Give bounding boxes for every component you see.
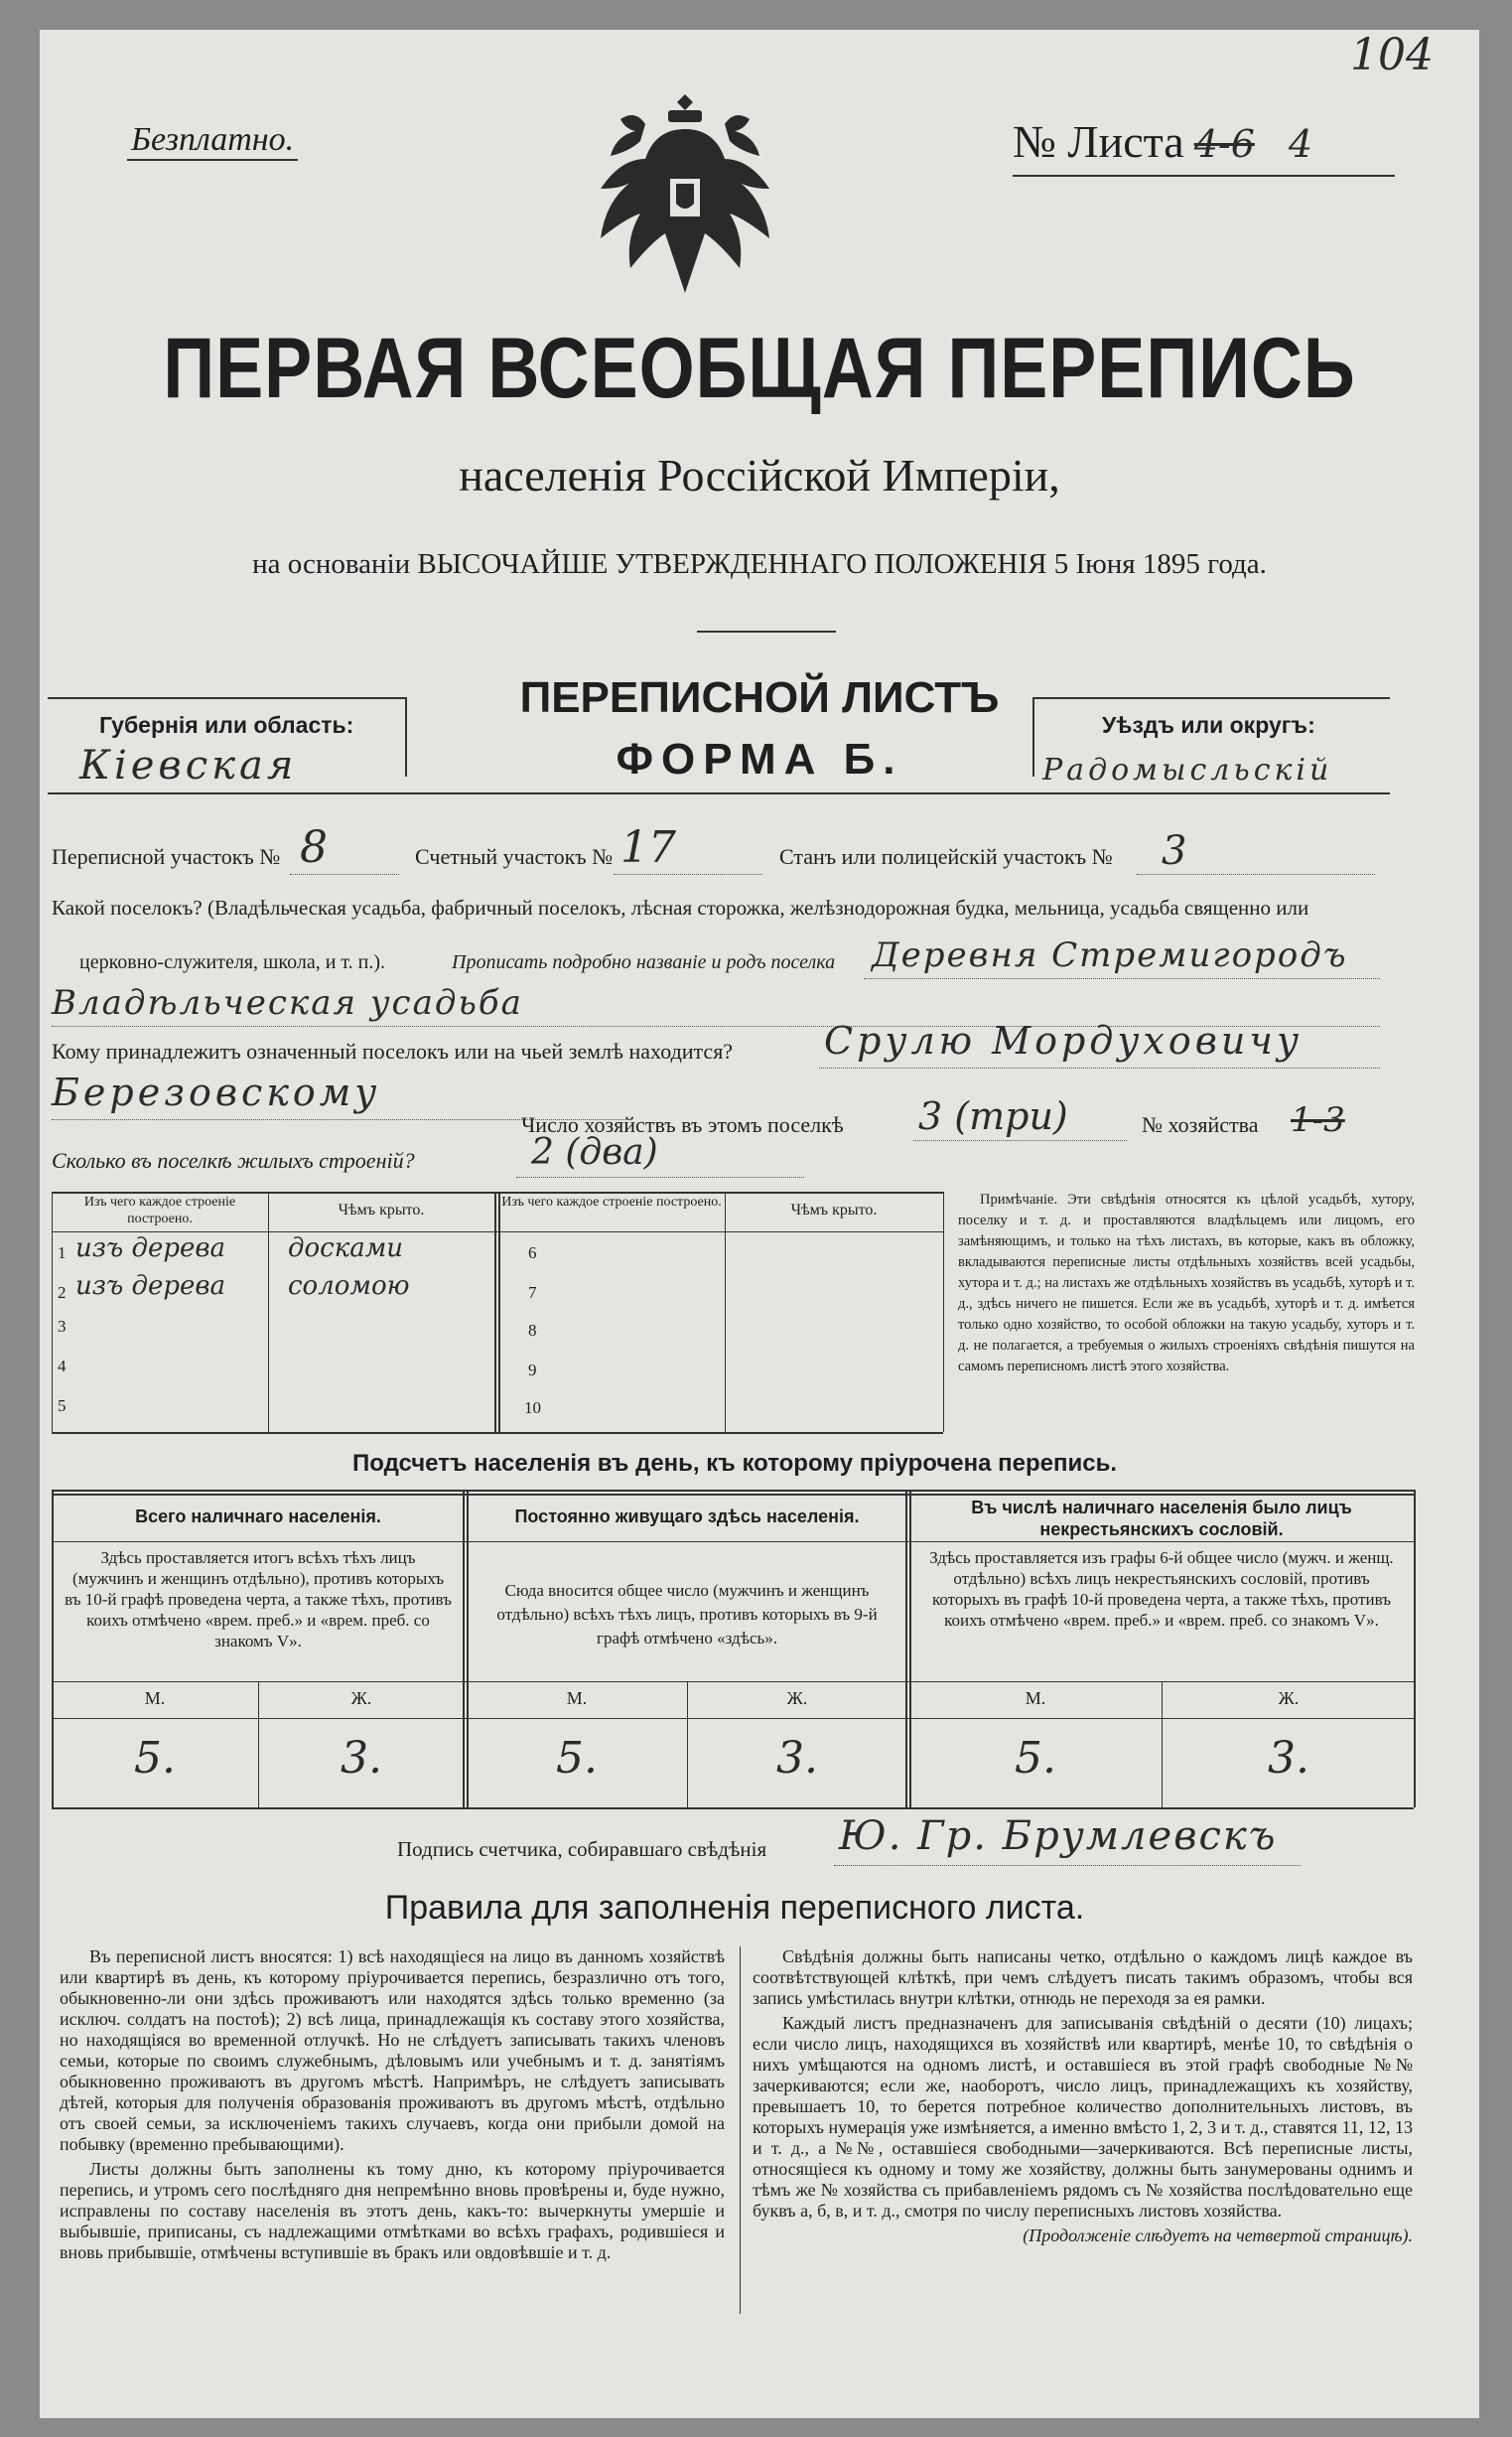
row-number: 10 [524,1398,541,1417]
census-district-value[interactable]: 8 [300,822,328,873]
form-type: ФОРМА Б. [616,735,903,784]
signature-value[interactable]: Ю. Гр. Брумлевскъ [839,1813,1278,1859]
permanent-population-desc: Сюда вносится общее число (мужчинъ и женщинъ отдѣльно) всѣхъ тѣхъ лицъ, противъ которыхъ въ 9-й графѣ отмѣчено «здѣсь». [496,1581,878,1648]
permanent-population-title: Постоянно живущаго здѣсь населенія. [514,1506,860,1526]
male-label: М. [566,1688,588,1708]
settlement-answer-cont[interactable]: Владѣльческая усадьба [52,983,523,1023]
stan-value[interactable]: 3 [1162,828,1187,874]
population-heading: Подсчетъ населенія въ день, къ которому пріурочена перепись. [352,1450,1117,1477]
main-title: ПЕРВАЯ ВСЕОБЩАЯ ПЕРЕПИСЬ [163,321,1356,416]
row-number: 3 [58,1317,67,1336]
settlement-answer[interactable]: Деревня Стремигородъ [872,935,1348,975]
rules-title: Правила для заполненія переписного листа. [384,1889,1085,1927]
male-label: М. [1025,1688,1046,1708]
buildings-note: Примѣчаніе. Эти свѣдѣнія относятся къ цѣлой усадьбѣ, хутору, поселку и т. д. и проставляются владѣльцемъ или лицомъ, его замѣняющимъ, и только на тѣхъ листахъ, въ которые, какъ въ обложку, вкладываются переписные листы отдѣльныхъ хозяйствъ всей усадьбы, хутора и т. д.; на листахъ же отдѣльныхъ хозяйствъ въ усадьбѣ, хуторѣ и т. д., здѣсь ничего не пишется. Если же въ усадьбѣ, хуторѣ и т. д. имѣется только одно хозяйство, то особой обложки на такую усадьбу, хуторъ и т. д. не полагается, а требуемыя о жилыхъ строеніяхъ свѣдѣнія пишутся на самомъ переписномъ листѣ этого хозяйства. [958,1192,1415,1374]
archive-number: 104 [1350,30,1434,80]
settlement-question: Какой поселокъ? (Владѣльческая усадьба, фабричный поселокъ, лѣсная сторожка, желѣзнодорожная будка, мельница, усадьба священно или [52,896,1309,920]
female-label: Ж. [350,1688,372,1708]
rules-paragraph: Листы должны быть заполнены къ тому дню, къ которому пріурочивается перепись, и утромъ сего послѣдняго дня непремѣнно вновь провѣрены и, буде нужно, исправлены по составу населенія въ этотъ день, какъ-то: вычеркнуты умершіе и выбывшіе, приписаны, съ надлежащими отмѣтками во всѣхъ графахъ, родившіеся и вновь прибывшіе, отмѣчены вступившіе въ бракъ или овдовѣвшіе и т. д. [60,2159,725,2262]
non-peasant-male-value[interactable]: 5. [1015,1733,1056,1784]
count-district-label: Счетный участокъ № [415,844,614,869]
non-peasant-desc: Здѣсь проставляется изъ графы 6-й общее число (мужч. и женщ. отдѣльно) всѣхъ лицъ некрестьянскихъ сословій, противъ которыхъ въ графѣ 10-й проведена черта, а также тѣхъ, противъ коихъ отмѣчено «врем. преб.» и «врем. преб. со знакомъ V». [929,1548,1394,1630]
guberniya-label: Губернія или область: [99,712,354,738]
built-header-right: Изъ чего каждое строеніе построено. [501,1195,722,1210]
row-number: 5 [58,1396,67,1415]
census-district-label: Переписной участокъ № [52,844,281,869]
owner-answer-cont[interactable]: Березовскому [52,1071,381,1114]
roof-header-right: Чѣмъ крыто. [790,1202,878,1218]
rules-right-column [753,1946,1413,2250]
built-cell[interactable]: изъ дерева [75,1271,226,1301]
roof-header-left: Чѣмъ крыто. [338,1202,425,1218]
row-number: 9 [528,1361,537,1379]
free-label: Безплатно. [127,121,298,161]
total-male-value[interactable]: 5. [134,1733,176,1784]
settlement-instruction: Прописать подробно названіе и родъ поселка [452,951,836,973]
continued-note: (Продолженіе слѣдуетъ на четвертой страницѣ). [1023,2225,1413,2245]
owner-answer[interactable]: Срулю Мордуховичу [824,1019,1303,1063]
guberniya-value[interactable]: Кіевская [79,743,298,788]
female-label: Ж. [786,1688,808,1708]
sheet-number-label: № Листа [1013,116,1184,167]
row-number: 2 [58,1283,67,1302]
subtitle: населенія Россійской Имперіи, [459,450,1060,501]
total-female-value[interactable]: 3. [341,1733,382,1784]
household-number-value[interactable]: 1-3 [1291,1100,1345,1140]
census-sheet [40,30,1479,2418]
roof-cell[interactable]: соломою [288,1271,410,1301]
non-peasant-title: Въ числѣ наличнаго населенія было лицъ некрестьянскихъ сословій. [971,1498,1352,1539]
households-label: Число хозяйствъ въ этомъ поселкѣ [521,1112,844,1137]
rules-paragraph: Каждый листъ предназначенъ для записыванія свѣдѣній о десяти (10) лицахъ; если число лицъ, находящихся въ хозяйствѣ или квартирѣ, менѣе 10, то свѣдѣнія о нихъ умѣщаются на одномъ листѣ, и оставшіеся въ этой графѣ свободные №№ зачеркиваются; если же, наоборотъ, число лицъ, принадлежащихъ къ хозяйству, превышаетъ 10, то берется потребное количество дополнительныхъ листовъ, въ которыхъ нумерація уже измѣняется, а именно вмѣсто 1, 2, 3 и т. д., ставятся 11, 12, 13 и т. д., а №№, оставшіеся свободными—зачеркиваются. Всѣ переписные листы, относящіеся къ одному и тому же хозяйству, должны быть занумерованы однимъ и тѣмъ же № хозяйства съ прибавленіемъ рядомъ съ № хозяйства послѣдовательно еще буквъ а, б, в, и т. д., смотря по числу переписныхъ листовъ хозяйства. [753,2013,1413,2221]
households-value[interactable]: 3 (три) [918,1094,1068,1138]
row-number: 1 [58,1243,67,1262]
sheet-number-value: 4 [1288,122,1313,166]
buildings-label: Сколько въ поселкѣ жилыхъ строеній? [52,1148,415,1173]
total-population-desc: Здѣсь проставляется итогъ всѣхъ тѣхъ лицъ (мужчинъ и женщинъ отдѣльно), противъ которыхъ въ 10-й графѣ проведена черта, а также тѣхъ, противъ коихъ отмѣчено «врем. преб.» и «врем. преб. со знакомъ V». [65,1548,452,1650]
stan-label: Станъ или полицейскій участокъ № [779,844,1113,869]
double-headed-eagle-icon [591,84,779,323]
form-name: ПЕРЕПИСНОЙ ЛИСТЪ [519,673,1000,722]
row-number: 8 [528,1321,537,1340]
female-label: Ж. [1278,1688,1300,1708]
rules-left-column [60,1946,725,2267]
built-header-left: Изъ чего каждое строеніе построено. [83,1195,236,1226]
non-peasant-female-value[interactable]: 3. [1268,1733,1309,1784]
basis-line: на основаніи ВЫСОЧАЙШЕ УТВЕРЖДЕННАГО ПОЛОЖЕНІЯ 5 Іюня 1895 года. [252,548,1267,580]
uezd-value[interactable]: Радомысльскій [1042,753,1333,788]
male-label: М. [144,1688,166,1708]
row-number: 7 [528,1283,537,1302]
signature-label: Подпись счетчика, собиравшаго свѣдѣнія [397,1837,767,1861]
built-cell[interactable]: изъ дерева [75,1233,226,1263]
rules-paragraph: Свѣдѣнія должны быть написаны четко, отдѣльно о каждомъ лицѣ каждое въ соотвѣтствующей клѣткѣ, при чемъ слѣдуетъ писать такимъ образомъ, чтобы вся запись умѣстилась внутри клѣтки, отнюдь не переходя за ея рамки. [753,1946,1413,2008]
sheet-number-struck: 4-6 [1193,122,1255,166]
row-number: 4 [58,1357,67,1375]
household-number-label: № хозяйства [1142,1112,1259,1137]
roof-cell[interactable]: досками [288,1233,404,1263]
owner-question: Кому принадлежитъ означенный поселокъ или на чьей землѣ находится? [52,1039,734,1064]
row-number: 6 [528,1243,537,1262]
rules-paragraph: Въ переписной листъ вносятся: 1) всѣ находящіеся на лицо въ данномъ хозяйствѣ или квартирѣ въ день, къ которому пріурочивается перепись, безразлично отъ того, обыкновенно-ли они здѣсь проживаютъ или находятся здѣсь только временно (за исключ. солдатъ на постоѣ); 2) всѣ лица, принадлежащія къ составу этого хозяйства, но находящіяся во временной отлучкѣ. Но не слѣдуетъ записывать такихъ членовъ семьи, которые по своимъ служебнымъ, дѣловымъ или учебнымъ и т. д. занятіямъ обыкновенно проживаютъ въ другомъ мѣстѣ. Напримѣръ, не слѣдуетъ записывать дѣтей, которыя для полученія образованія проживаютъ въ другомъ мѣстѣ, отдѣльно отъ своей семьи, за исключеніемъ такихъ случаевъ, когда они прибыли домой на побывку (временно пребывающими). [60,1946,725,2154]
count-district-value[interactable]: 17 [620,822,676,873]
permanent-male-value[interactable]: 5. [556,1733,598,1784]
sheet-number [1013,115,1312,168]
uezd-label: Уѣздъ или округъ: [1102,712,1315,738]
buildings-value[interactable]: 2 (два) [531,1132,658,1173]
total-population-title: Всего наличнаго населенія. [135,1506,381,1526]
settlement-question-cont: церковно-служителя, школа, и т. п.). [79,951,385,973]
permanent-female-value[interactable]: 3. [776,1733,818,1784]
